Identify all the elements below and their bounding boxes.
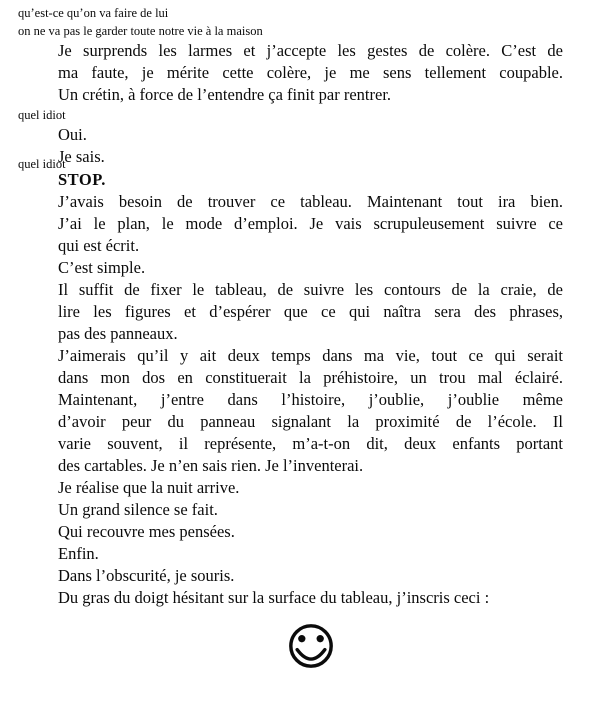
body-line: Qui recouvre mes pensées. — [58, 522, 235, 541]
body-line: d’avoir peur du panneau signalant la proximité de l’école. Il — [58, 412, 563, 431]
body-line: Je réalise que la nuit arrive. — [58, 478, 240, 497]
body-line: Je sais. — [58, 147, 105, 166]
body-line: J’ai le plan, le mode d’emploi. Je vais scrupuleusement suivre ce — [58, 214, 563, 233]
smiley-left-eye — [298, 635, 305, 642]
aside-line: on ne va pas le garder toute notre vie à la maison — [18, 24, 263, 38]
aside-line: qu’est-ce qu’on va faire de lui — [18, 6, 169, 20]
body-line: Un grand silence se fait. — [58, 500, 218, 519]
body-line: Du gras du doigt hésitant sur la surface du tableau, j’inscris ceci : — [58, 588, 490, 607]
smiley-mouth — [297, 650, 325, 659]
body-line: des cartables. Je n’en sais rien. Je l’inventerai. — [58, 456, 364, 475]
body-line: qui est écrit. — [58, 236, 140, 255]
body-line: Enfin. — [58, 544, 99, 563]
body-line: Il suffit de fixer le tableau, de suivre les contours de la craie, de — [58, 280, 563, 299]
body-line: pas des panneaux. — [58, 324, 178, 343]
body-line: Dans l’obscurité, je souris. — [58, 566, 235, 585]
body-line: J’avais besoin de trouver ce tableau. Maintenant tout ira bien. — [58, 192, 563, 211]
body-line: J’aimerais qu’il y ait deux temps dans ma vie, tout ce qui serait — [58, 346, 563, 365]
body-line: Je surprends les larmes et j’accepte les gestes de colère. C’est de — [58, 41, 563, 60]
body-line: STOP. — [58, 170, 106, 189]
smiley-right-eye — [316, 635, 323, 642]
body-line: varie souvent, il représente, m’a-t-on dit, deux enfants portant — [58, 434, 563, 453]
body-line: lire les figures et d’espérer que ce qui naîtra sera des phrases, — [58, 302, 563, 321]
body-line: C’est simple. — [58, 258, 146, 277]
aside-line: quel idiot — [18, 157, 66, 171]
body-line: dans mon dos en constituerait la préhistoire, un trou mal éclairé. — [58, 368, 563, 387]
smiley-row — [58, 623, 563, 674]
body-line: Un crétin, à force de l’entendre ça finit par rentrer. — [58, 85, 392, 104]
aside-line: quel idiot — [18, 108, 66, 122]
smiley-face-icon — [288, 623, 334, 669]
body-line: Oui. — [58, 125, 87, 144]
body-line: ma faute, je mérite cette colère, je me sens tellement coupable. — [58, 63, 563, 82]
body-line: Maintenant, j’entre dans l’histoire, j’oublie, j’oublie même — [58, 390, 563, 409]
